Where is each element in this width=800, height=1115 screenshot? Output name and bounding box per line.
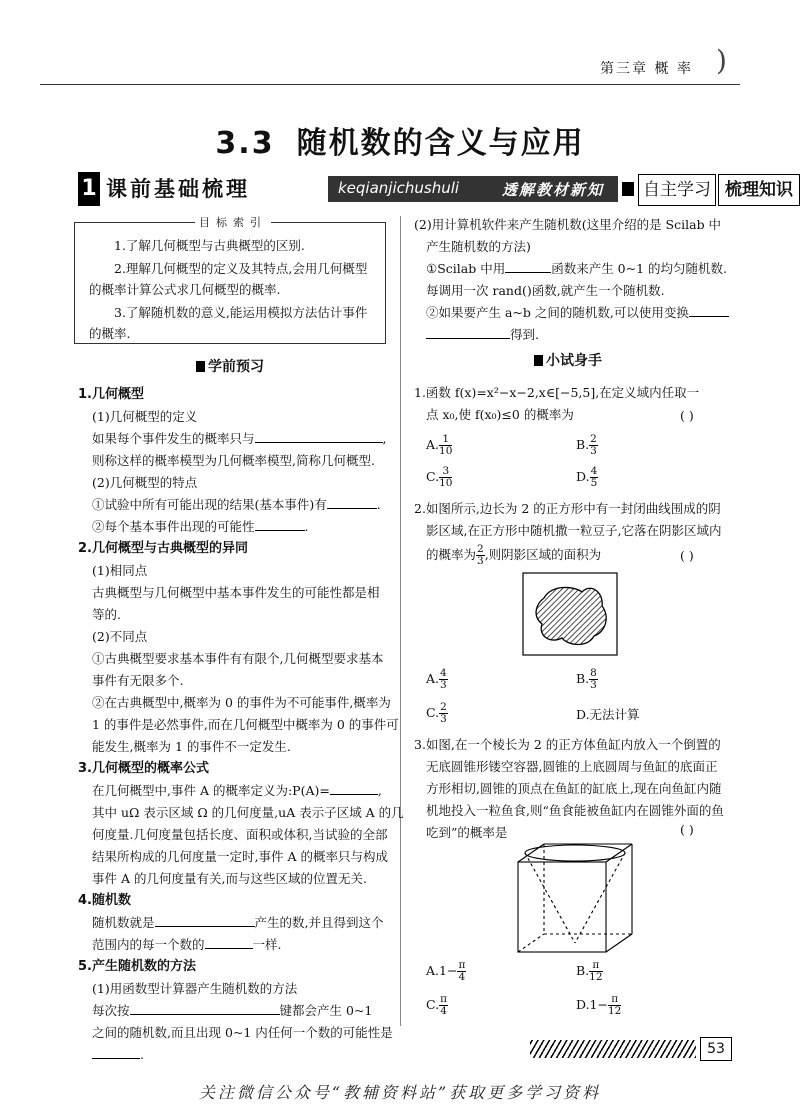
text-line	[92, 494, 381, 516]
fraction	[457, 960, 466, 983]
text-line	[426, 302, 729, 324]
answer-blank[interactable]	[505, 272, 551, 273]
text-line: (1)相同点	[92, 563, 148, 578]
text-span: 产生的数,并且得到这个	[254, 915, 384, 930]
text-line	[426, 544, 601, 567]
text-span: .	[376, 497, 381, 512]
text-line: (2)不同点	[92, 629, 148, 644]
column-divider	[400, 216, 401, 1026]
answer-blank[interactable]	[155, 926, 255, 927]
text-span: 随机数就是	[92, 915, 155, 930]
text-line: 影区域,在正方形中随机撒一粒豆子,它落在阴影区域内	[426, 523, 722, 538]
text-line	[92, 1000, 372, 1022]
option-label: A.	[426, 437, 440, 452]
banner-number: 1	[78, 172, 100, 206]
text-line: 结果所构成的几何度量一定时,事件 A 的概率只与构成	[92, 849, 388, 864]
section-marker-icon	[196, 361, 205, 372]
square-shaded-figure	[522, 572, 618, 656]
text-line	[92, 780, 382, 802]
text-line	[92, 1044, 144, 1066]
option-label: B.	[576, 671, 590, 686]
section-title	[0, 118, 800, 162]
text-line: 吃到”的概率是	[426, 825, 508, 840]
fraction	[439, 466, 452, 489]
numerator: 2	[477, 543, 484, 555]
text-line: (1)几何概型的定义	[92, 409, 198, 424]
goal-item: 3.了解随机数的意义,能运用模拟方法估计事件的概率.	[89, 305, 368, 341]
text-line: 其中 uΩ 表示区域 Ω 的几何度量,uA 表示子区域 A 的几	[92, 805, 404, 820]
option-b[interactable]	[576, 960, 603, 983]
option-c[interactable]	[426, 702, 448, 725]
question-3: 3.如图,在一个棱长为 2 的正方体鱼缸内放入一个倒置的	[414, 737, 721, 752]
text-line: 点 x₀,使 f(x₀)≤0 的概率为	[426, 407, 574, 422]
page-number-decoration	[530, 1040, 696, 1058]
text-line: 能发生,概率为 1 的事件不一定发生.	[92, 739, 291, 754]
answer-paren[interactable]: ( )	[680, 548, 694, 563]
numerator: 4	[440, 667, 447, 679]
denominator: 10	[439, 477, 453, 489]
text-line: 产生随机数的方法)	[426, 239, 531, 254]
text-line: 古典概型与几何概型中基本事件发生的可能性都是相	[92, 585, 380, 600]
preview-heading	[196, 356, 264, 376]
text-span: ,	[382, 431, 387, 446]
answer-blank[interactable]	[255, 530, 305, 531]
footer-note: 关注微信公众号“教辅资料站”获取更多学习资料	[198, 1083, 602, 1102]
topic-3: 3.几何概型的概率公式	[78, 761, 209, 776]
denominator: 3	[440, 679, 447, 691]
text-span: ,	[377, 783, 382, 798]
option-label: C.	[426, 997, 440, 1012]
text-line: 之间的随机数,而且出现 0~1 内任何一个数的可能性是	[92, 1025, 393, 1040]
text-line	[92, 912, 384, 934]
text-span: 在几何概型中,事件 A 的概率定义为:P(A)=	[92, 783, 330, 798]
text-line	[92, 516, 309, 538]
topic-1: 1.几何概型	[78, 387, 144, 402]
cube-cone-figure	[512, 840, 638, 958]
section-title-text: 随机数的含义与应用	[296, 126, 585, 161]
denominator: 4	[458, 971, 466, 983]
option-b[interactable]	[576, 668, 598, 691]
answer-blank[interactable]	[130, 1014, 280, 1015]
denominator: 3	[440, 713, 447, 725]
option-label: C.	[426, 469, 440, 484]
text-line: 机地投入一粒鱼食,则“鱼食能被鱼缸内在圆锥外面的鱼	[426, 803, 724, 818]
text-line: (2)几何概型的特点	[92, 475, 198, 490]
numerator: 3	[439, 466, 452, 478]
text-line: (2)用计算机软件来产生随机数(这里介绍的是 Scilab 中	[414, 217, 722, 232]
goal-item: 1.了解几何概型与古典概型的区别.	[114, 238, 305, 253]
banner-pinyin: keqianjichushuli	[338, 179, 460, 197]
option-a[interactable]	[426, 960, 466, 983]
option-label: D.	[576, 469, 590, 484]
cube-front-face	[518, 862, 606, 952]
text-line	[426, 324, 539, 346]
text-line	[92, 428, 387, 450]
fraction	[590, 466, 599, 489]
text-span: 函数来产生 0~1 的均匀随机数.	[551, 261, 728, 276]
option-c[interactable]	[426, 994, 448, 1017]
answer-paren[interactable]: ( )	[680, 822, 694, 837]
fraction	[476, 544, 485, 567]
text-span: .	[140, 1047, 144, 1062]
topic-4: 4.随机数	[78, 893, 131, 908]
section-number: 3.3	[215, 126, 275, 161]
banner-square-icon	[622, 182, 634, 196]
text-line: ②在古典概型中,概率为 0 的事件为不可能事件,概率为	[92, 695, 391, 710]
text-line: 何度量.几何度量包括长度、面积或体积,当试验的全部	[92, 827, 388, 842]
question-1: 1.函数 f(x)=x²−x−2,x∈[−5,5],在定义域内任取一	[414, 385, 700, 400]
numerator: 8	[590, 667, 597, 679]
fraction	[439, 434, 452, 457]
banner-strip	[328, 176, 618, 202]
text-line: 事件 A 的几何度量有关,而与这些区域的位置无关.	[92, 871, 367, 886]
cone-top-circle	[525, 845, 625, 861]
numerator: 2	[440, 701, 447, 713]
header-bracket: )	[716, 44, 727, 77]
text-span: 如果每个事件发生的概率只与	[92, 431, 255, 446]
text-span: 一样.	[252, 937, 282, 952]
preview-heading-text: 学前预习	[208, 359, 264, 375]
numerator: 2	[590, 433, 597, 445]
goal-index-box	[74, 216, 386, 344]
option-b[interactable]	[576, 434, 598, 457]
banner-heading: 课前基础梳理	[106, 177, 250, 201]
banner-tag-self-study: 自主学习	[638, 174, 716, 206]
page-number: 53	[700, 1037, 732, 1061]
denominator: 4	[440, 1005, 447, 1017]
shaded-region	[536, 587, 606, 644]
text-line: 每调用一次 rand()函数,就产生一个随机数.	[426, 283, 665, 298]
text-span: 范围内的每一个数的	[92, 937, 205, 952]
question-2: 2.如图所示,边长为 2 的正方形中有一封闭曲线围成的阴	[414, 501, 721, 516]
text-line: (1)用函数型计算器产生随机数的方法	[92, 981, 298, 996]
text-line: 1 的事件是必然事件,而在几何概型中概率为 0 的事件可	[92, 717, 399, 732]
numerator: π	[589, 960, 602, 972]
try-heading	[534, 350, 602, 370]
section-marker-icon	[534, 355, 543, 366]
banner-tag-knowledge: 梳理知识	[718, 174, 800, 206]
answer-paren[interactable]: ( )	[680, 408, 694, 423]
denominator: 12	[607, 1005, 622, 1017]
numerator: π	[608, 994, 621, 1006]
answer-blank[interactable]	[689, 316, 729, 317]
option-label: A.	[426, 671, 440, 686]
answer-blank[interactable]	[426, 338, 510, 339]
fraction	[439, 702, 448, 725]
goal-index-label: 目标索引	[195, 214, 271, 230]
denominator: 3	[590, 679, 597, 691]
text-span: ②如果要产生 a~b 之间的随机数,可以使用变换	[426, 305, 689, 320]
option-d[interactable]	[576, 994, 621, 1017]
try-heading-text: 小试身手	[546, 353, 602, 369]
text-span: 得到.	[510, 327, 539, 342]
answer-blank[interactable]	[327, 508, 377, 509]
answer-blank[interactable]	[92, 1058, 140, 1059]
text-span: ②每个基本事件出现的可能性	[92, 519, 255, 534]
denominator: 5	[590, 477, 598, 489]
option-label: C.	[426, 705, 440, 720]
numerator: 4	[590, 465, 598, 477]
fraction	[589, 668, 598, 691]
text-line: 方形相切,圆锥的顶点在鱼缸的缸底上,现在向鱼缸内随	[426, 781, 722, 796]
denominator: 12	[589, 971, 603, 983]
text-span: 的概率为	[426, 547, 477, 562]
fraction	[439, 668, 448, 691]
text-span: ,则阴影区域的面积为	[484, 547, 602, 562]
fraction	[589, 960, 602, 983]
topic-2: 2.几何概型与古典概型的异同	[78, 541, 248, 556]
text-span: ①Scilab 中用	[426, 261, 506, 276]
chapter-header: 第三章 概 率	[600, 61, 693, 77]
option-label: D.1−	[576, 997, 608, 1012]
numerator: π	[440, 993, 447, 1005]
option-label: A.1−	[426, 963, 458, 978]
option-a[interactable]	[426, 668, 448, 691]
text-line	[426, 258, 727, 280]
text-line: 事件有无限多个.	[92, 673, 184, 688]
option-d[interactable]	[576, 466, 598, 489]
option-label: B.	[576, 963, 590, 978]
denominator: 3	[590, 445, 597, 457]
fraction	[439, 994, 448, 1017]
option-a[interactable]	[426, 434, 452, 457]
text-line	[92, 934, 282, 956]
answer-blank[interactable]	[205, 948, 253, 949]
fraction	[589, 434, 598, 457]
option-c[interactable]	[426, 466, 452, 489]
text-line: 等的.	[92, 607, 121, 622]
text-line: ①古典概型要求基本事件有有限个,几何概型要求基本	[92, 651, 384, 666]
text-span: .	[304, 519, 309, 534]
goal-item: 2.理解几何概型的定义及其特点,会用几何概型的概率计算公式求几何概型的概率.	[89, 261, 368, 297]
fraction	[608, 994, 621, 1017]
denominator: 10	[439, 445, 453, 457]
denominator: 3	[477, 555, 484, 567]
option-d[interactable]: D.无法计算	[576, 707, 640, 722]
answer-blank[interactable]	[255, 442, 383, 443]
section-banner	[78, 172, 793, 206]
numerator: 1	[439, 434, 452, 446]
topic-5: 5.产生随机数的方法	[78, 959, 196, 974]
text-span: ①试验中所有可能出现的结果(基本事件)有	[92, 497, 327, 512]
option-label: B.	[576, 437, 590, 452]
text-line: 则称这样的概率模型为几何概率模型,简称几何概型.	[92, 453, 375, 468]
text-span: 每次按	[92, 1003, 130, 1018]
text-line: 无底圆锥形镂空容器,圆锥的上底圆周与鱼缸的底面正	[426, 759, 718, 774]
header-rule	[40, 84, 740, 85]
text-span: 键都会产生 0~1	[279, 1003, 373, 1018]
banner-slogan: 透解教材新知	[501, 181, 604, 199]
numerator: π	[458, 959, 466, 971]
answer-blank[interactable]	[330, 794, 378, 795]
